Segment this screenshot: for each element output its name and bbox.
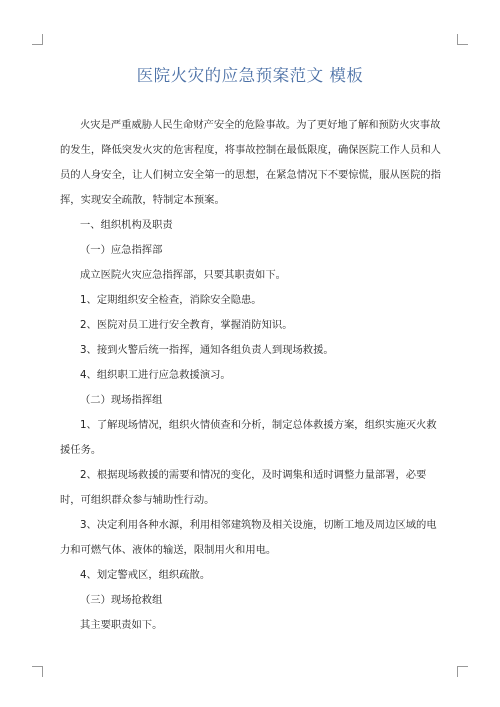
crop-mark-bottom-right [457, 666, 468, 677]
document-title: 医院火灾的应急预案范文 模板 [136, 66, 364, 85]
crop-mark-top-left [32, 34, 43, 45]
subsection-heading-rescue: （三）现场抢救组 [80, 594, 163, 606]
body-paragraph: 其主要职责如下。 [80, 619, 163, 631]
list-item: 4、划定警戒区，组织疏散。 [80, 569, 211, 581]
list-item: 2、根据现场救援的需要和情况的变化，及时调集和适时调整力量部署，必要时，可组织群众参与辅助性行动。 [60, 469, 427, 506]
subsection-heading-command: （一）应急指挥部 [80, 244, 163, 256]
list-item: 4、组织职工进行应急救援演习。 [80, 369, 231, 381]
crop-mark-top-right [457, 34, 468, 45]
list-item: 1、定期组织安全检查，消除安全隐患。 [80, 294, 262, 306]
document-body [60, 113, 442, 638]
list-item: 1、了解现场情况，组织火情侦查和分析，制定总体救援方案，组织实施灭火救援任务。 [60, 419, 437, 456]
list-item: 2、医院对员工进行安全教育，掌握消防知识。 [80, 319, 293, 331]
subsection-heading-site-command: （二）现场指挥组 [80, 394, 163, 406]
section-heading-organization: 一、组织机构及职责 [80, 219, 173, 231]
list-item: 3、接到火警后统一指挥，通知各组负责人到现场救援。 [80, 344, 334, 356]
crop-mark-bottom-left [32, 666, 43, 677]
list-item: 3、决定利用各种水源，利用相邻建筑物及相关设施，切断工地及周边区域的电力和可燃气体、液体的输送，限制用火和用电。 [60, 519, 437, 556]
intro-paragraph: 火灾是严重威胁人民生命财产安全的危险事故。为了更好地了解和预防火灾事故的发生，降低突发火灾的危害程度，将事故控制在最低限度，确保医院工作人员和人员的人身安全，让人们树立安全第一的思想，在紧急情况下不要惊慌，服从医院的指挥，实现安全疏散，特制定本预案。 [60, 119, 441, 206]
body-paragraph: 成立医院火灾应急指挥部，只要其职责如下。 [80, 269, 286, 281]
